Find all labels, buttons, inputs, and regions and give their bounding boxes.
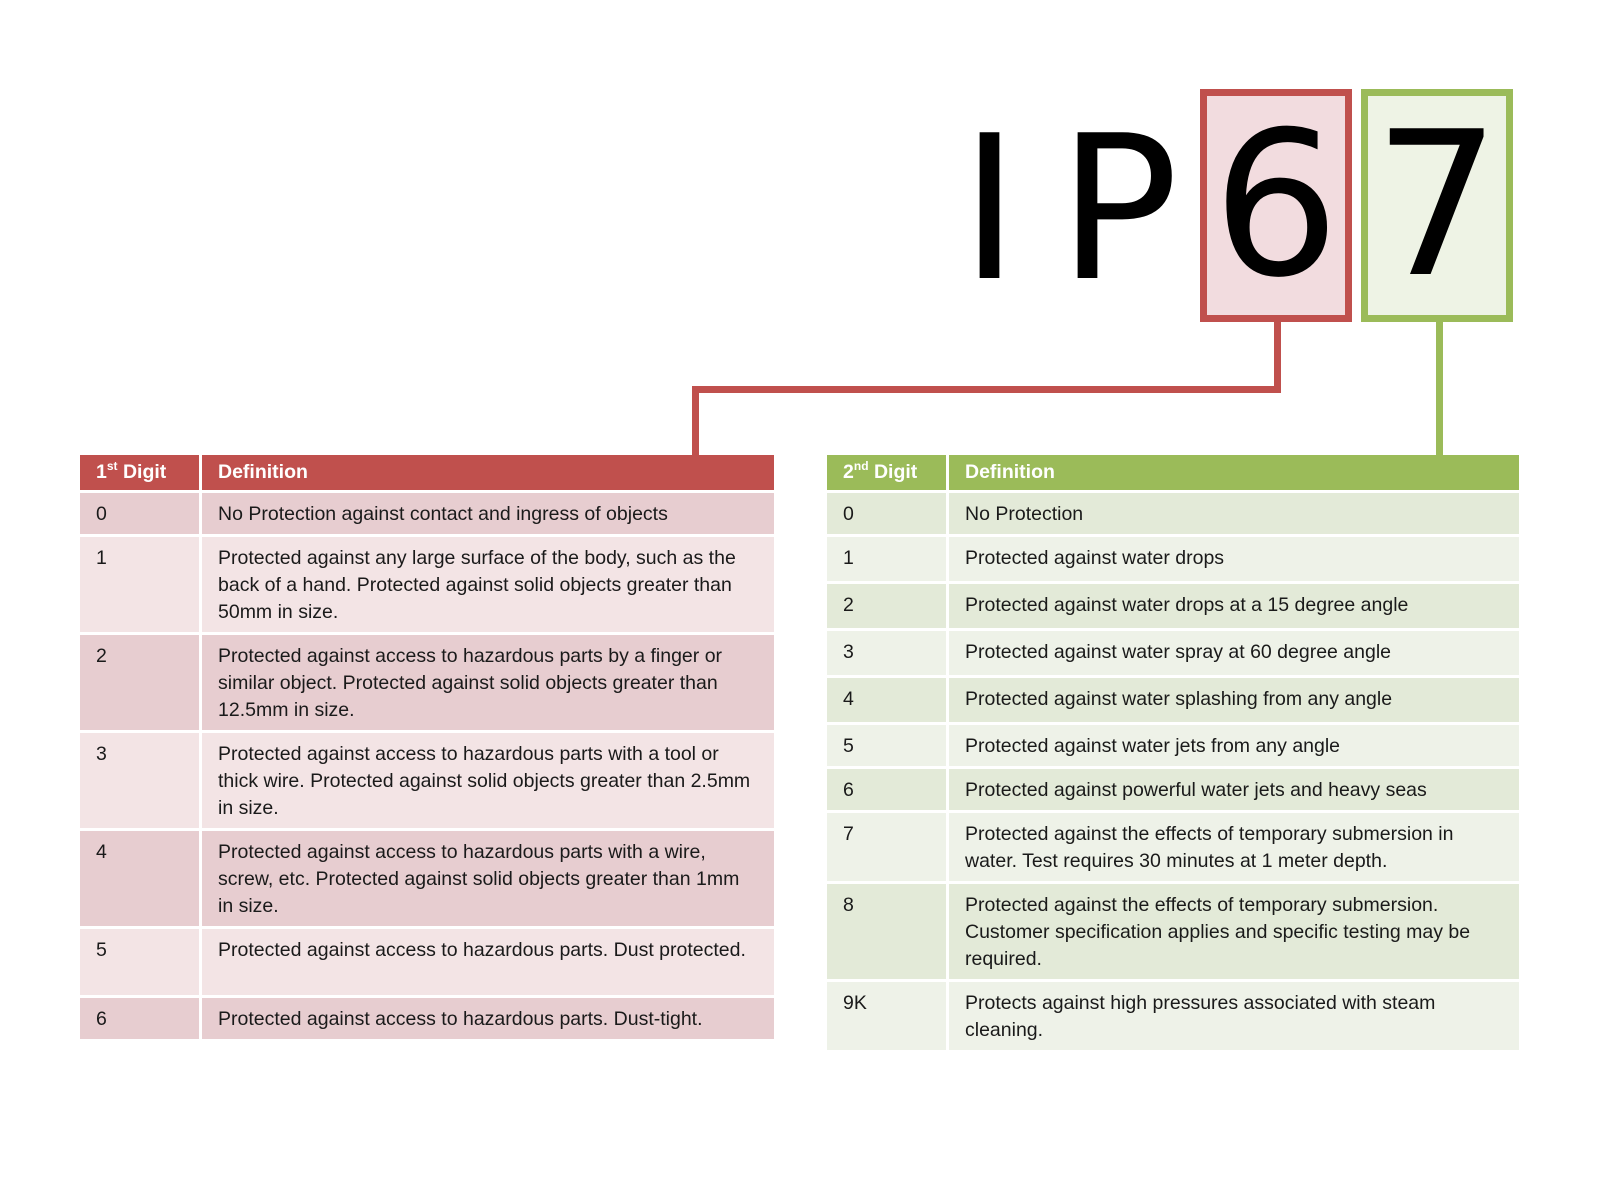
- digit-cell: 7: [827, 813, 946, 884]
- table-row: [80, 998, 774, 1042]
- table-header-row: [80, 455, 774, 493]
- digit-cell: 3: [80, 733, 199, 831]
- table-row: [827, 678, 1519, 725]
- digit-cell: 1: [827, 537, 946, 584]
- digit-cell: 1: [80, 537, 199, 635]
- first-digit-table: [80, 455, 774, 1042]
- table-row: [80, 635, 774, 733]
- table-row: [827, 631, 1519, 678]
- definition-cell: Protected against water drops: [946, 537, 1519, 584]
- definition-cell: Protects against high pressures associated with steam cleaning.: [946, 982, 1519, 1053]
- table-row: [827, 884, 1519, 982]
- table-row: [827, 584, 1519, 631]
- code-letter-i: I: [960, 93, 1019, 326]
- digit-cell: 4: [827, 678, 946, 725]
- definition-cell: Protected against the effects of temporary submersion. Customer specification applies and specific testing may be required.: [946, 884, 1519, 982]
- digit-cell: 3: [827, 631, 946, 678]
- definition-cell: No Protection: [946, 493, 1519, 537]
- digit-cell: 0: [827, 493, 946, 537]
- definition-cell: Protected against access to hazardous parts with a tool or thick wire. Protected against solid objects greater than 2.5mm in size.: [199, 733, 774, 831]
- first-digit-value: 6: [1212, 88, 1340, 322]
- first-digit-connector-down: [1274, 322, 1281, 393]
- definition-cell: Protected against the effects of temporary submersion in water. Test requires 30 minutes at 1 meter depth.: [946, 813, 1519, 884]
- table-row: [80, 537, 774, 635]
- digit-cell: 0: [80, 493, 199, 537]
- definition-cell: Protected against water splashing from any angle: [946, 678, 1519, 725]
- digit-cell: 6: [827, 769, 946, 813]
- digit-cell: 4: [80, 831, 199, 929]
- table-row: [827, 493, 1519, 537]
- definition-cell: Protected against access to hazardous parts by a finger or similar object. Protected against solid objects greater than 12.5mm in size.: [199, 635, 774, 733]
- digit-cell: 5: [80, 929, 199, 998]
- digit-cell: 5: [827, 725, 946, 769]
- table-row: [80, 493, 774, 537]
- first-digit-header: 1st Digit: [80, 455, 199, 493]
- second-digit-header: 2nd Digit: [827, 455, 946, 493]
- second-digit-box: [1361, 89, 1513, 322]
- digit-cell: 2: [80, 635, 199, 733]
- table-row: [827, 813, 1519, 884]
- definition-cell: Protected against access to hazardous parts. Dust protected.: [199, 929, 774, 998]
- digit-cell: 6: [80, 998, 199, 1042]
- second-digit-table: [827, 455, 1519, 1053]
- table-row: [80, 929, 774, 998]
- definition-cell: No Protection against contact and ingress of objects: [199, 493, 774, 537]
- first-digit-box: [1200, 89, 1352, 322]
- digit-cell: 2: [827, 584, 946, 631]
- table-header-row: [827, 455, 1519, 493]
- definition-header: Definition: [946, 455, 1519, 493]
- definition-cell: Protected against any large surface of the body, such as the back of a hand. Protected against solid objects greater than 50mm in size.: [199, 537, 774, 635]
- digit-cell: 8: [827, 884, 946, 982]
- table-row: [80, 733, 774, 831]
- definition-header: Definition: [199, 455, 774, 493]
- second-digit-value: 7: [1373, 88, 1501, 322]
- definition-cell: Protected against water spray at 60 degree angle: [946, 631, 1519, 678]
- digit-cell: 9K: [827, 982, 946, 1053]
- table-row: [827, 725, 1519, 769]
- first-digit-connector-horizontal: [692, 386, 1281, 393]
- table-row: [827, 537, 1519, 584]
- first-digit-connector-to-table: [692, 386, 699, 457]
- second-digit-connector: [1436, 322, 1443, 457]
- definition-cell: Protected against access to hazardous parts. Dust-tight.: [199, 998, 774, 1042]
- definition-cell: Protected against water jets from any angle: [946, 725, 1519, 769]
- table-row: [80, 831, 774, 929]
- table-row: [827, 982, 1519, 1053]
- definition-cell: Protected against water drops at a 15 degree angle: [946, 584, 1519, 631]
- code-letter-p: P: [1058, 93, 1179, 326]
- table-row: [827, 769, 1519, 813]
- definition-cell: Protected against powerful water jets and heavy seas: [946, 769, 1519, 813]
- definition-cell: Protected against access to hazardous parts with a wire, screw, etc. Protected against solid objects greater than 1mm in size.: [199, 831, 774, 929]
